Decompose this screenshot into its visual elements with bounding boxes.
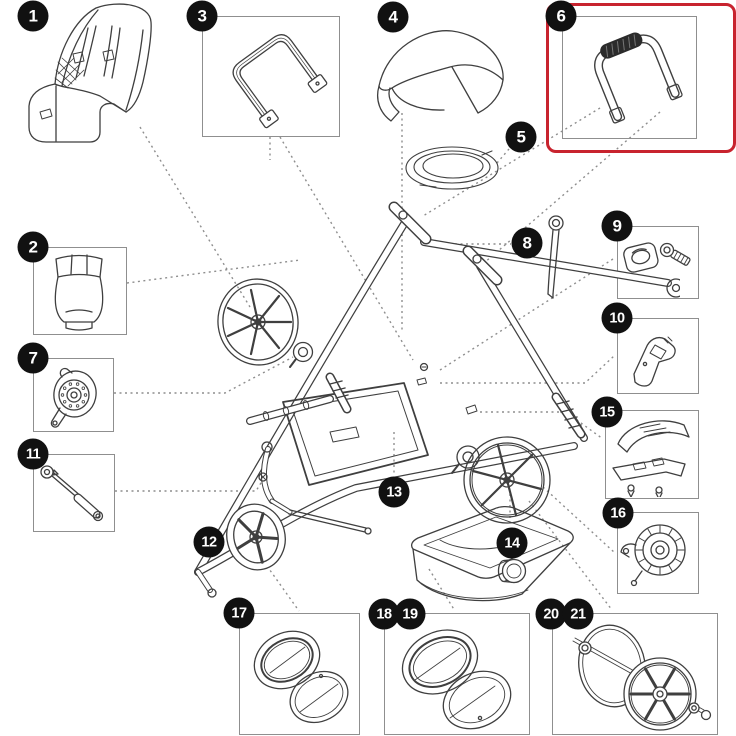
- part-drawing-brake-hub: [617, 512, 697, 592]
- part-badge-2[interactable]: 2: [18, 232, 49, 263]
- part-badge-18[interactable]: 18: [369, 599, 400, 630]
- part-badge-21[interactable]: 21: [563, 599, 594, 630]
- part-badge-12[interactable]: 12: [194, 527, 225, 558]
- part-badge-15[interactable]: 15: [592, 397, 623, 428]
- part-drawing-front-wheel: [222, 500, 292, 576]
- part-drawing-canopy: [360, 24, 512, 128]
- part-drawing-footplate: [605, 410, 697, 497]
- part-badge-7[interactable]: 7: [18, 343, 49, 374]
- part-drawing-axle-rod: [33, 454, 113, 530]
- part-badge-3[interactable]: 3: [187, 1, 218, 32]
- part-drawing-hub-assembly: [33, 358, 112, 430]
- part-badge-5[interactable]: 5: [506, 122, 537, 153]
- part-drawing-seat-frame-bracket: [202, 16, 338, 135]
- part-drawing-handlebar: [562, 16, 695, 137]
- part-badge-1[interactable]: 1: [18, 1, 49, 32]
- part-badge-20[interactable]: 20: [536, 599, 567, 630]
- part-badge-4[interactable]: 4: [378, 2, 409, 33]
- part-drawing-hook-clip: [617, 318, 697, 392]
- part-drawing-tire-tube-small: [239, 613, 358, 733]
- part-badge-13[interactable]: 13: [379, 477, 410, 508]
- part-drawing-rear-wheel-axle: [552, 613, 716, 733]
- part-drawing-seat-pad: [33, 247, 125, 333]
- part-badge-14[interactable]: 14: [497, 528, 528, 559]
- part-badge-11[interactable]: 11: [18, 439, 49, 470]
- part-drawing-tube-coil: [402, 140, 502, 198]
- part-drawing-pull-pin: [540, 214, 576, 302]
- part-badge-16[interactable]: 16: [603, 498, 634, 529]
- part-drawing-hub-cap: [492, 554, 530, 590]
- part-badge-17[interactable]: 17: [224, 598, 255, 629]
- part-badge-8[interactable]: 8: [512, 228, 543, 259]
- part-badge-6[interactable]: 6: [546, 1, 577, 32]
- part-drawing-storage-basket: [398, 500, 583, 608]
- part-badge-19[interactable]: 19: [395, 599, 426, 630]
- part-badge-9[interactable]: 9: [602, 211, 633, 242]
- part-badge-10[interactable]: 10: [602, 303, 633, 334]
- part-drawing-tire-tube-large: [384, 613, 528, 733]
- part-drawing-clamp-nut-bolt: [617, 226, 697, 297]
